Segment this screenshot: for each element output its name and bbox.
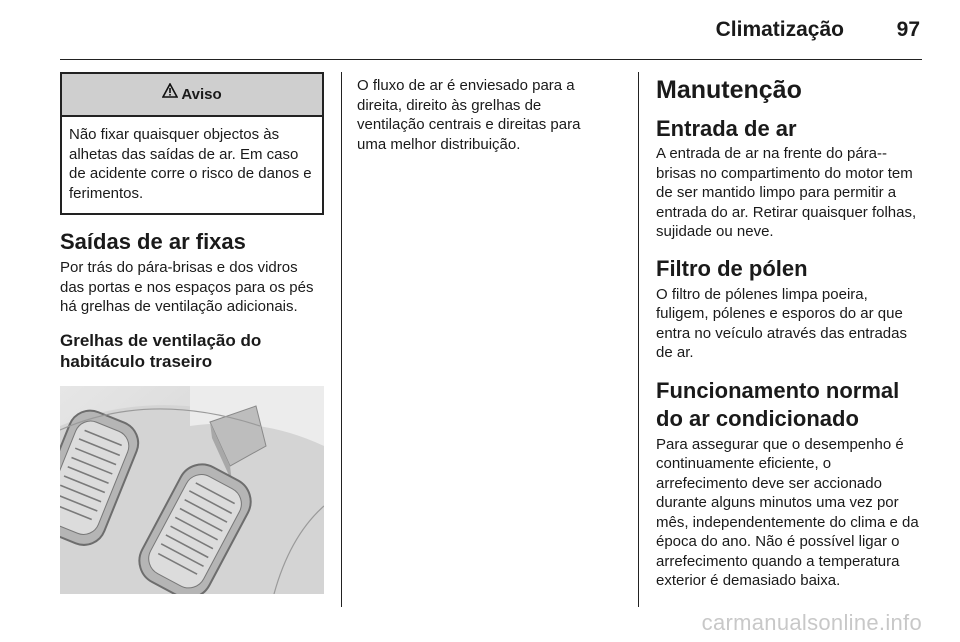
header-rule bbox=[60, 59, 922, 60]
column-right bbox=[656, 72, 922, 591]
rear-vents-subheading: Grelhas de ventilação do habitáculo traseiro bbox=[60, 330, 262, 371]
column-divider-2 bbox=[638, 72, 639, 607]
column-left bbox=[60, 72, 324, 594]
air-intake-paragraph: A entrada de ar na frente do pára--brisas no compartimento do motor tem de ser mantido limpo para permitir a entrada do ar. Retirar quaisquer folhas, sujidade ou neve. bbox=[656, 145, 917, 240]
section-heading-pollen-filter: Filtro de pólen bbox=[656, 255, 808, 281]
warning-header bbox=[62, 74, 322, 117]
page-header bbox=[60, 0, 922, 60]
column-middle bbox=[357, 72, 611, 154]
pollen-filter-paragraph: O filtro de pólenes limpa poeira, fuligem, pólenes e esporos do ar que entra no veículo através das entradas de ar. bbox=[656, 285, 907, 361]
section-heading-air-intake: Entrada de ar bbox=[656, 116, 797, 141]
ac-operation-paragraph: Para assegurar que o desempenho é continuamente eficiente, o arrefecimento deve ser accionado durante alguns minutos uma vez por mês, independentemente do clima e da época do ano. Não é possível ligar o arrefecimento quando a temperatura exterior é demasiado baixa. bbox=[656, 435, 919, 589]
warning-title: Aviso bbox=[181, 86, 222, 103]
chapter-title: Climatização bbox=[715, 18, 844, 41]
page-number: 97 bbox=[896, 18, 920, 41]
warning-box bbox=[60, 72, 324, 215]
maintenance-heading: Manutenção bbox=[656, 76, 802, 104]
warning-text: Não fixar quaisquer objectos às alhetas das saídas de ar. Em caso de acidente corre o risco de danos e ferimentos. bbox=[69, 126, 312, 202]
airflow-paragraph: O fluxo de ar é enviesado para a direita, direito às grelhas de ventilação centrais e direitas para uma melhor distribuição. bbox=[357, 77, 581, 153]
fixed-vents-paragraph: Por trás do pára-brisas e dos vidros das portas e nos espaços para os pés há grelhas de ventilação adicionais. bbox=[60, 259, 314, 315]
section-heading-ac-operation: Funcionamento normal do ar condicionado bbox=[656, 377, 900, 431]
warning-triangle-icon bbox=[162, 73, 178, 114]
column-divider-1 bbox=[341, 72, 342, 607]
section-heading-fixed-vents: Saídas de ar fixas bbox=[60, 229, 246, 254]
rear-vents-illustration bbox=[60, 386, 324, 594]
watermark-text: carmanualsonline.info bbox=[701, 610, 922, 635]
